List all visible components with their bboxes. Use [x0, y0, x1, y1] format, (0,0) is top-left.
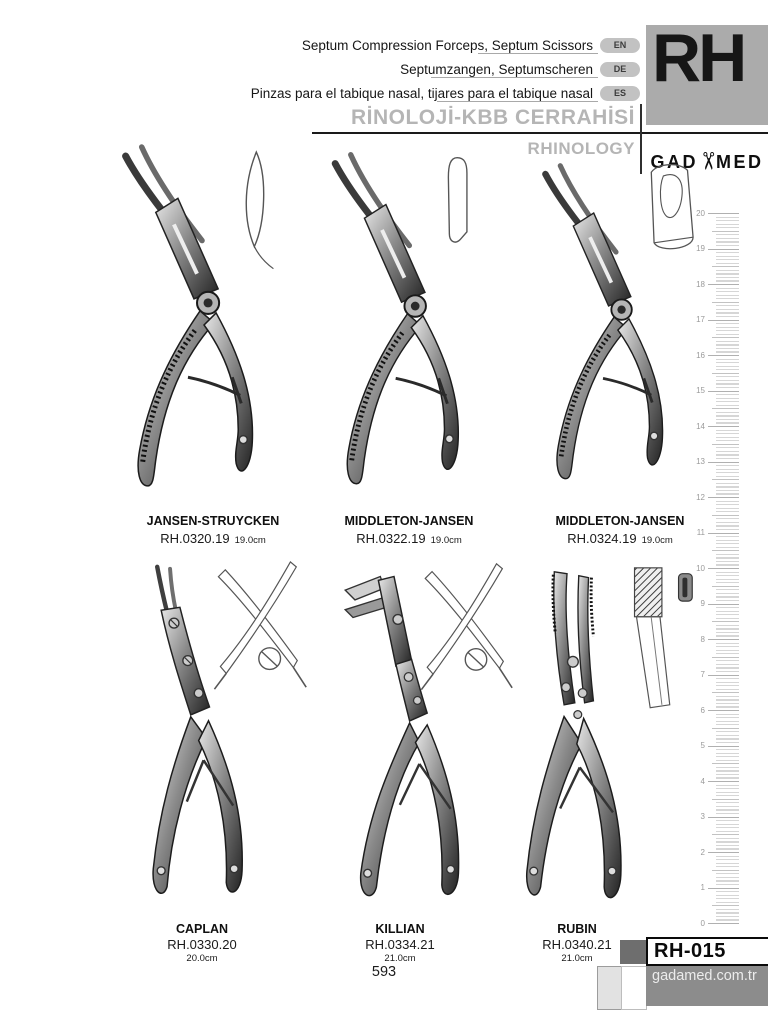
ruler-tick	[716, 405, 739, 406]
ruler-tick	[716, 589, 739, 590]
ruler-tick	[716, 380, 739, 381]
ruler-tick	[716, 628, 739, 629]
ruler-tick	[708, 817, 739, 818]
ruler-tick	[716, 270, 739, 271]
ruler-tick	[716, 511, 739, 512]
product-label	[300, 922, 500, 965]
ruler-tick	[716, 341, 739, 342]
ruler-tick	[716, 607, 739, 608]
ruler-tick	[716, 845, 739, 846]
ruler-tick	[716, 618, 739, 619]
ruler-tick	[712, 657, 739, 658]
ruler-tick	[708, 568, 739, 569]
ruler-tick	[708, 639, 739, 640]
ruler-tick	[716, 217, 739, 218]
ruler-tick	[716, 824, 739, 825]
ruler-tick	[716, 664, 739, 665]
ruler-tick	[716, 856, 739, 857]
ruler-number: 19	[696, 244, 705, 253]
ruler-tick	[716, 238, 739, 239]
ruler-tick	[716, 454, 739, 455]
ruler-tick	[712, 728, 739, 729]
ruler-tick	[716, 504, 739, 505]
product-name: JANSEN-STRUYCKEN	[146, 514, 280, 528]
ruler-tick	[716, 330, 739, 331]
ruler-tick	[716, 334, 739, 335]
page-title-turkish: RİNOLOJİ-KBB CERRAHİSİ	[350, 106, 635, 129]
ruler-tick	[716, 909, 739, 910]
ruler-tick	[716, 572, 739, 573]
ruler-tick	[716, 689, 739, 690]
ruler-tick	[716, 891, 739, 892]
forceps-body	[335, 155, 458, 484]
ruler-tick	[716, 806, 739, 807]
product-illustration-caplan	[100, 557, 320, 922]
ruler-number: 12	[696, 492, 705, 502]
ruler-tick	[716, 880, 739, 881]
ruler-tick	[716, 383, 739, 384]
ruler-tick	[716, 646, 739, 647]
ruler-tick	[716, 501, 739, 502]
product-code: RH.0320.19	[160, 531, 230, 547]
ruler-tick	[716, 359, 739, 360]
tip-profile-outline	[246, 152, 273, 269]
footer-light-square	[597, 966, 622, 1010]
ruler-tick	[716, 671, 739, 672]
website-text: gadamed.com.tr	[652, 968, 757, 984]
underline-de	[431, 77, 598, 78]
ruler-number: 10	[696, 563, 705, 573]
ruler-number: 16	[696, 350, 705, 360]
ruler-tick	[716, 430, 739, 431]
section-code: RH	[652, 20, 745, 96]
ruler-number: 9	[700, 599, 705, 608]
ruler-tick	[716, 916, 739, 917]
ruler-tick	[716, 351, 739, 352]
ruler-number: 2	[700, 847, 705, 857]
ruler-tick	[716, 582, 739, 583]
ruler-tick	[716, 898, 739, 899]
ruler-tick	[716, 422, 739, 423]
ruler-tick	[716, 277, 739, 278]
ruler-tick	[712, 834, 739, 835]
ruler-tick	[708, 426, 739, 427]
product-code: RH.0334.21	[365, 937, 435, 953]
ruler-tick	[716, 625, 739, 626]
ruler-tick	[712, 266, 739, 267]
ruler-tick	[712, 586, 739, 587]
ruler-tick	[716, 366, 739, 367]
ruler-number: 4	[700, 776, 705, 786]
ruler-tick	[716, 682, 739, 683]
ruler-tick	[716, 767, 739, 768]
ruler-tick	[716, 564, 739, 565]
ruler-tick	[716, 525, 739, 526]
product-size: 19.0cm	[430, 535, 462, 547]
product-name: CAPLAN	[175, 922, 229, 936]
ruler-tick	[716, 227, 739, 228]
ruler-tick	[716, 465, 739, 466]
ruler-tick	[716, 234, 739, 235]
ruler-tick	[716, 831, 739, 832]
ruler-tick	[716, 536, 739, 537]
ruler-tick	[716, 770, 739, 771]
ruler-tick	[708, 533, 739, 534]
ruler-tick	[712, 763, 739, 764]
ruler-tick	[712, 302, 739, 303]
page-title-english: RHINOLOGY	[527, 139, 635, 158]
ruler-tick	[716, 802, 739, 803]
brand-text-right: MED	[716, 151, 764, 172]
ruler-tick	[708, 852, 739, 853]
product-code: RH.0324.19	[567, 531, 637, 547]
ruler-tick	[708, 604, 739, 605]
ruler-tick	[716, 451, 739, 452]
ruler-tick	[716, 884, 739, 885]
ruler-tick	[716, 220, 739, 221]
ruler-tick	[712, 479, 739, 480]
ruler-tick	[716, 724, 739, 725]
ruler-tick	[716, 305, 739, 306]
ruler-number: 15	[696, 386, 705, 395]
ruler-tick	[716, 327, 739, 328]
ruler-tick	[716, 263, 739, 264]
ruler-tick	[716, 245, 739, 246]
ruler-tick	[716, 437, 739, 438]
ruler-tick	[716, 912, 739, 913]
ruler-tick	[716, 643, 739, 644]
product-illustration-middleton-jansen-2	[512, 150, 707, 512]
ruler-number: 6	[700, 705, 705, 715]
ruler-tick	[716, 696, 739, 697]
ruler-tick	[716, 543, 739, 544]
ruler-tick	[716, 469, 739, 470]
product-name: RUBIN	[557, 922, 597, 936]
ruler-tick	[716, 540, 739, 541]
ruler-tick	[712, 337, 739, 338]
ruler-tick	[716, 742, 739, 743]
ruler-tick	[716, 632, 739, 633]
ruler-tick	[712, 444, 739, 445]
ruler-tick	[716, 224, 739, 225]
ruler-tick	[716, 756, 739, 757]
ruler-tick	[716, 614, 739, 615]
ruler-tick	[708, 781, 739, 782]
product-code: RH.0340.21	[542, 937, 612, 953]
product-name: MIDDLETON-JANSEN	[555, 514, 685, 528]
ruler-tick	[716, 362, 739, 363]
product-label	[309, 514, 509, 549]
ruler-tick	[716, 717, 739, 718]
ruler-tick	[716, 394, 739, 395]
ruler-tick	[708, 497, 739, 498]
ruler-tick	[716, 792, 739, 793]
ruler-tick	[716, 575, 739, 576]
ruler-number: 20	[696, 208, 705, 218]
ruler-tick	[716, 554, 739, 555]
language-row-es	[251, 84, 640, 102]
ruler-tick	[716, 415, 739, 416]
ruler-tick	[708, 746, 739, 747]
product-illustration-jansen-struycken	[85, 140, 305, 512]
ruler-tick	[708, 320, 739, 321]
language-badge-en: EN	[600, 38, 640, 53]
product-label	[113, 514, 313, 549]
forceps-body	[527, 572, 621, 898]
ruler-tick	[716, 493, 739, 494]
ruler-tick	[716, 820, 739, 821]
ruler-tick	[716, 703, 739, 704]
ruler-tick	[716, 557, 739, 558]
ruler-tick	[716, 433, 739, 434]
ruler-tick	[716, 579, 739, 580]
ruler-tick	[716, 529, 739, 530]
ruler-tick	[716, 873, 739, 874]
ruler-tick	[716, 813, 739, 814]
website-box	[646, 966, 768, 1006]
cm-ruler	[694, 205, 740, 933]
ruler-tick	[716, 518, 739, 519]
product-size: 21.0cm	[561, 953, 593, 965]
ruler-tick	[716, 653, 739, 654]
page-number: 593	[371, 964, 397, 980]
language-badge-de: DE	[600, 62, 640, 77]
ruler-tick	[716, 863, 739, 864]
product-size: 19.0cm	[641, 535, 673, 547]
ruler-tick	[716, 660, 739, 661]
product-illustration-rubin	[478, 557, 703, 925]
ruler-tick	[716, 522, 739, 523]
ruler-tick	[716, 412, 739, 413]
forceps-body	[545, 166, 662, 479]
ruler-tick	[716, 476, 739, 477]
ruler-tick	[716, 259, 739, 260]
ruler-tick	[716, 256, 739, 257]
footer-white-square	[621, 966, 647, 1010]
ruler-tick	[716, 447, 739, 448]
ruler-number: 3	[700, 812, 705, 821]
ruler-tick	[712, 515, 739, 516]
ruler-tick	[716, 490, 739, 491]
ruler-tick	[716, 401, 739, 402]
blade-detail-outline	[214, 562, 306, 689]
ruler-tick	[712, 550, 739, 551]
ruler-tick	[716, 483, 739, 484]
ruler-tick	[716, 774, 739, 775]
scissors-icon: ✂	[693, 150, 721, 172]
ruler-tick	[716, 348, 739, 349]
ruler-tick	[716, 706, 739, 707]
underline-en	[478, 53, 598, 54]
ruler-number: 1	[700, 883, 705, 892]
scissors-body	[153, 567, 242, 893]
ruler-tick	[716, 714, 739, 715]
ruler-tick	[716, 344, 739, 345]
ruler-tick	[716, 877, 739, 878]
ruler-tick	[716, 547, 739, 548]
ruler-tick	[708, 249, 739, 250]
product-name: MIDDLETON-JANSEN	[344, 514, 474, 528]
brand-text-left: GAD	[650, 151, 698, 172]
ruler-tick	[712, 692, 739, 693]
header-horizontal-rule	[312, 132, 768, 134]
ruler-tick	[716, 440, 739, 441]
ruler-number: 5	[700, 741, 705, 750]
ruler-tick	[712, 408, 739, 409]
ruler-tick	[716, 288, 739, 289]
ruler-number: 17	[696, 315, 705, 324]
ruler-tick	[716, 760, 739, 761]
ruler-tick	[716, 838, 739, 839]
product-code: RH.0330.20	[167, 937, 237, 953]
catalog-code-box	[646, 937, 768, 966]
ruler-tick	[712, 621, 739, 622]
product-name: KILLIAN	[375, 922, 425, 936]
ruler-tick	[708, 888, 739, 889]
ruler-number: 8	[700, 634, 705, 644]
ruler-tick	[716, 596, 739, 597]
ruler-tick	[716, 866, 739, 867]
ruler-tick	[716, 788, 739, 789]
ruler-tick	[708, 213, 739, 214]
ruler-tick	[716, 827, 739, 828]
ruler-tick	[712, 799, 739, 800]
ruler-tick	[716, 902, 739, 903]
ruler-tick	[716, 611, 739, 612]
ruler-number: 11	[696, 528, 705, 537]
language-text-de: Septumzangen, Septumscheren	[400, 61, 593, 77]
scissors-body	[345, 576, 458, 895]
ruler-number: 7	[700, 670, 705, 679]
ruler-tick	[716, 721, 739, 722]
tip-insert-detail	[679, 574, 693, 601]
ruler-tick	[716, 635, 739, 636]
ruler-tick	[716, 561, 739, 562]
language-text-en: Septum Compression Forceps, Septum Scissors	[301, 37, 593, 53]
product-illustration-middleton-jansen-1	[300, 145, 505, 512]
ruler-tick	[716, 323, 739, 324]
forceps-body	[126, 147, 253, 486]
ruler-tick	[716, 749, 739, 750]
ruler-tick	[716, 685, 739, 686]
ruler-tick	[716, 508, 739, 509]
ruler-tick	[708, 462, 739, 463]
ruler-tick	[716, 241, 739, 242]
ruler-tick	[716, 291, 739, 292]
ruler-tick	[716, 252, 739, 253]
morselizer-rod-detail	[635, 568, 670, 708]
ruler-tick	[716, 309, 739, 310]
ruler-tick	[716, 848, 739, 849]
ruler-tick	[716, 600, 739, 601]
ruler-tick	[708, 710, 739, 711]
ruler-tick	[716, 312, 739, 313]
ruler-tick	[716, 472, 739, 473]
tip-profile-outline	[651, 165, 693, 249]
ruler-tick	[716, 369, 739, 370]
tip-profile-outline	[448, 158, 467, 242]
ruler-tick	[708, 355, 739, 356]
ruler-tick	[712, 231, 739, 232]
ruler-tick	[716, 777, 739, 778]
ruler-tick	[716, 699, 739, 700]
ruler-tick	[716, 650, 739, 651]
product-label	[102, 922, 302, 965]
ruler-tick	[716, 735, 739, 736]
product-size: 20.0cm	[186, 953, 218, 965]
ruler-tick	[716, 316, 739, 317]
ruler-number: 14	[696, 421, 705, 431]
ruler-number: 0	[700, 918, 705, 928]
ruler-tick	[708, 284, 739, 285]
ruler-tick	[716, 795, 739, 796]
underline-es	[437, 101, 598, 102]
ruler-tick	[708, 675, 739, 676]
ruler-tick	[716, 398, 739, 399]
ruler-tick	[716, 419, 739, 420]
ruler-tick	[716, 387, 739, 388]
ruler-tick	[716, 753, 739, 754]
ruler-tick	[716, 280, 739, 281]
ruler-tick	[716, 809, 739, 810]
ruler-tick	[716, 298, 739, 299]
ruler-tick	[708, 391, 739, 392]
ruler-tick	[712, 373, 739, 374]
ruler-tick	[716, 738, 739, 739]
product-size: 19.0cm	[234, 535, 266, 547]
ruler-tick	[716, 273, 739, 274]
ruler-tick	[716, 731, 739, 732]
footer-dark-square	[620, 940, 646, 964]
catalog-code: RH-015	[654, 940, 726, 962]
ruler-tick	[716, 376, 739, 377]
language-row-de	[400, 60, 640, 78]
ruler-tick	[712, 905, 739, 906]
section-code-box	[646, 20, 768, 125]
ruler-tick	[716, 458, 739, 459]
ruler-tick	[712, 870, 739, 871]
ruler-tick	[716, 486, 739, 487]
ruler-tick	[716, 667, 739, 668]
ruler-tick	[716, 295, 739, 296]
product-code: RH.0322.19	[356, 531, 426, 547]
product-size: 21.0cm	[384, 953, 416, 965]
ruler-tick	[716, 841, 739, 842]
ruler-tick	[716, 919, 739, 920]
ruler-tick	[716, 859, 739, 860]
ruler-tick	[716, 785, 739, 786]
ruler-tick	[716, 678, 739, 679]
ruler-tick	[716, 593, 739, 594]
ruler-tick	[716, 895, 739, 896]
ruler-number: 18	[696, 279, 705, 289]
ruler-tick	[708, 923, 739, 924]
language-badge-es: ES	[600, 86, 640, 101]
language-text-es: Pinzas para el tabique nasal, tijares para el tabique nasal	[250, 85, 593, 101]
ruler-number: 13	[696, 457, 705, 466]
product-label	[520, 514, 720, 549]
language-row-en	[302, 36, 640, 54]
